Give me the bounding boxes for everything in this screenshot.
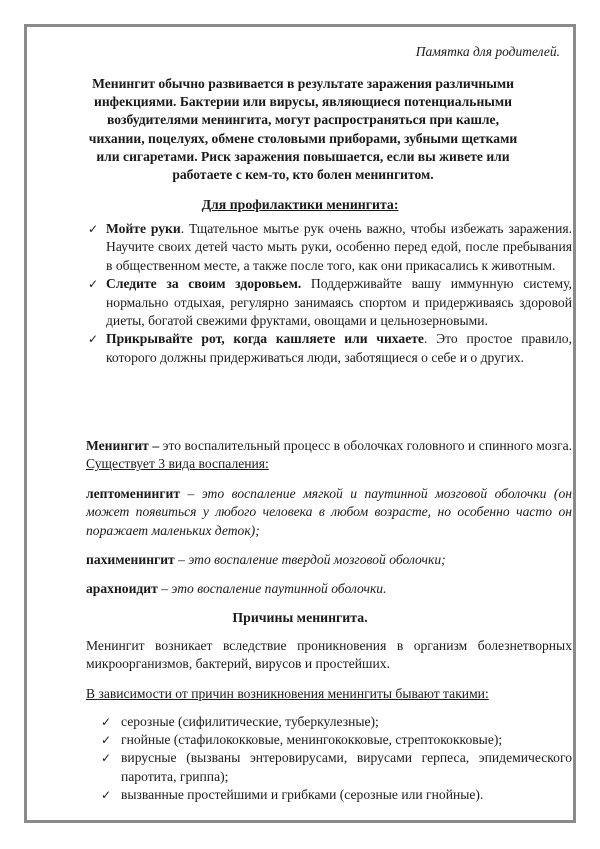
type-text: это воспаление твердой мозговой оболочки;	[188, 552, 446, 567]
cause-item	[101, 786, 572, 804]
prevention-item-title: Прикрывайте рот, когда кашляете или чихаете	[106, 331, 424, 347]
definition-text: это воспалительный процесс в оболочках головного и спинного мозга.	[159, 438, 573, 453]
causes-paragraph: Менингит возникает вследствие проникновения в организм болезнетворных микроорганизмов, бактерий, вирусов и простейших.	[86, 638, 572, 672]
prevention-heading: Для профилактики менингита:	[201, 197, 399, 212]
intro-paragraph: Менингит обычно развивается в результате заражения различными инфекциями. Бактерии или вирусы, являющиеся потенциальными возбудителями менингита, могут распространяться при кашле, чихании, поцелуях, обмене столовыми приборами, зубными щетками или сигаретами. Риск заражения повышается, если вы живете или работаете с кем-то, кто болен менингитом.	[88, 76, 518, 183]
causes-list	[101, 713, 572, 804]
type-term: лептоменингит	[86, 486, 181, 501]
type-arachnoiditis	[86, 580, 572, 598]
cause-item	[101, 731, 572, 749]
prevention-item	[88, 330, 573, 367]
check-icon: ✓	[88, 222, 99, 236]
check-icon: ✓	[88, 277, 99, 292]
prevention-item-text: . Это простое правило, которого должны придерживаться люди, заботящиеся о себе и о других.	[106, 331, 573, 365]
check-icon: ✓	[88, 332, 99, 347]
type-text: это воспаление паутинной оболочки.	[171, 581, 387, 596]
causes-heading: Причины менингита.	[232, 610, 368, 625]
cause-item-text: гнойные (стафилококковые, менингококковые, стрептококковые);	[121, 732, 503, 748]
prevention-item	[88, 275, 572, 330]
check-icon: ✓	[101, 787, 112, 802]
check-icon: ✓	[101, 715, 112, 729]
prevention-item-text: . Тщательное мытье рук очень важно, чтобы избежать заражения. Научите своих детей часто мыть руки, особенно перед едой, после пребывания в общественном месте, а также после того, как они прикасались к животным.	[106, 221, 573, 273]
causes-subtitle: В зависимости от причин возникновения менингиты бывают такими:	[86, 686, 489, 701]
cause-item-text: серозные (сифилитические, туберкулезные);	[121, 714, 379, 729]
prevention-item-title: Следите за своим здоровьем.	[106, 276, 302, 292]
cause-item-text: вирусные (вызваны энтеровирусами, вирусами герпеса, эпидемического паротита, гриппа);	[121, 750, 572, 784]
check-icon: ✓	[101, 733, 112, 748]
type-dash: –	[180, 486, 202, 501]
type-text: это воспаление мягкой и паутинной мозговой оболочки (он может появиться у любого человека в любом возрасте, но особенно часто он поражает маленьких деток);	[86, 486, 572, 538]
type-dash: –	[174, 552, 189, 567]
prevention-list	[88, 220, 573, 367]
type-term: арахноидит	[86, 581, 158, 596]
type-dash: –	[157, 581, 172, 596]
prevention-item	[88, 220, 573, 275]
cause-item-text: вызванные простейшими и грибками (серозные или гнойные).	[121, 786, 484, 802]
definition-paragraph	[86, 437, 572, 474]
definition-term: Менингит –	[86, 438, 160, 453]
type-pachymeningitis	[86, 551, 572, 569]
prevention-item-text: Поддерживайте вашу иммунную систему, нормально отдыхая, регулярно занимаясь спортом и придерживаясь здоровой диеты, богатой свежими фруктами, овощами и цельнозерновыми.	[106, 276, 572, 329]
cause-item	[101, 749, 572, 785]
prevention-item-title: Мойте руки	[106, 221, 181, 236]
cause-item	[101, 713, 572, 731]
definition-underlined: Существует 3 вида воспаления:	[86, 456, 269, 472]
check-icon: ✓	[101, 751, 112, 766]
type-leptomeningitis	[86, 485, 572, 540]
type-term: пахименингит	[86, 552, 175, 567]
parents-note: Памятка для родителей.	[415, 44, 560, 59]
